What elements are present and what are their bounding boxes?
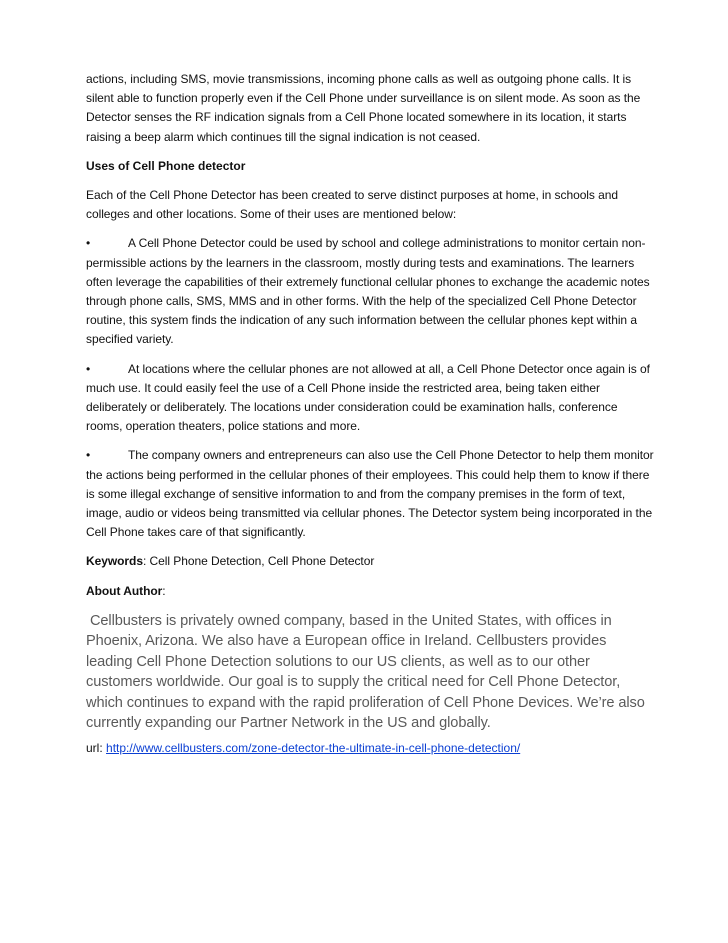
bullet-item-1: [86, 234, 656, 349]
bullet-text-2: At locations where the cellular phones are not allowed at all, a Cell Phone Detector once again is of much use. It could easily feel the use of a Cell Phone inside the restricted area, being taken either deliberately or deliberately. The locations under consideration could be examination halls, conference rooms, operation theaters, police stations and more.: [86, 361, 650, 434]
about-author-colon: :: [162, 583, 166, 598]
about-author-label: About Author: [86, 583, 163, 598]
uses-heading: Uses of Cell Phone detector: [86, 158, 246, 173]
author-url-link[interactable]: http://www.cellbusters.com/zone-detector-the-ultimate-in-cell-phone-detection/: [106, 741, 521, 756]
intro-paragraph: actions, including SMS, movie transmissions, incoming phone calls as well as outgoing phone calls. It is silent able to function properly even if the Cell Phone under surveillance is on silent mode. As soon as the Detector senses the RF indication signals from a Cell Phone located somewhere in its location, it starts raising a beep alarm which continues till the signal indication is not ceased.: [86, 72, 641, 144]
bullet-symbol: •: [86, 236, 91, 251]
keywords-label: Keywords: [86, 554, 143, 569]
bullet-symbol: •: [86, 361, 91, 376]
bullet-text-1: A Cell Phone Detector could be used by school and college administrations to monitor certain non-permissible actions by the learners in the classroom, mostly during tests and examinations. The learners often leverage the capabilities of their extremely functional cellular phones to exchange the academic notes through phone calls, SMS, MMS and in other forms. With the help of the specialized Cell Phone Detector routine, this system finds the indication of any such information between the cellular phones kept within a specified variety.: [86, 236, 650, 347]
keywords-line: [86, 552, 656, 571]
keywords-value: : Cell Phone Detection, Cell Phone Detector: [142, 554, 375, 569]
bullet-symbol: •: [86, 448, 91, 463]
document-page: [86, 70, 656, 759]
bullet-text-3: The company owners and entrepreneurs can also use the Cell Phone Detector to help them monitor the actions being performed in the cellular phones of their employees. This could help them to know if there is some illegal exchange of sensitive information to and from the company premises in the form of text, image, audio or videos being transmitted via cellular phones. The Detector system being incorporated in the Cell Phone takes care of that significantly.: [86, 448, 654, 540]
bullet-item-3: [86, 446, 656, 542]
uses-intro-paragraph: Each of the Cell Phone Detector has been created to serve distinct purposes at home, in schools and colleges and other locations. Some of their uses are mentioned below:: [86, 188, 619, 222]
author-paragraph: Cellbusters is privately owned company, based in the United States, with offices in Phoenix, Arizona. We also have a European office in Ireland. Cellbusters provides leading Cell Phone Detection solutions to our US clients, as well as to our other customers worldwide. Our goal is to supply the critical need for Cell Phone Detector, which continues to expand with the rapid proliferation of Cell Phone Devices. We’re also currently expanding our Partner Network in the US and globally.: [86, 612, 649, 731]
bullet-item-2: [86, 360, 656, 437]
url-label: url:: [86, 741, 107, 756]
about-author-line: [86, 582, 656, 601]
url-line: [86, 739, 656, 758]
